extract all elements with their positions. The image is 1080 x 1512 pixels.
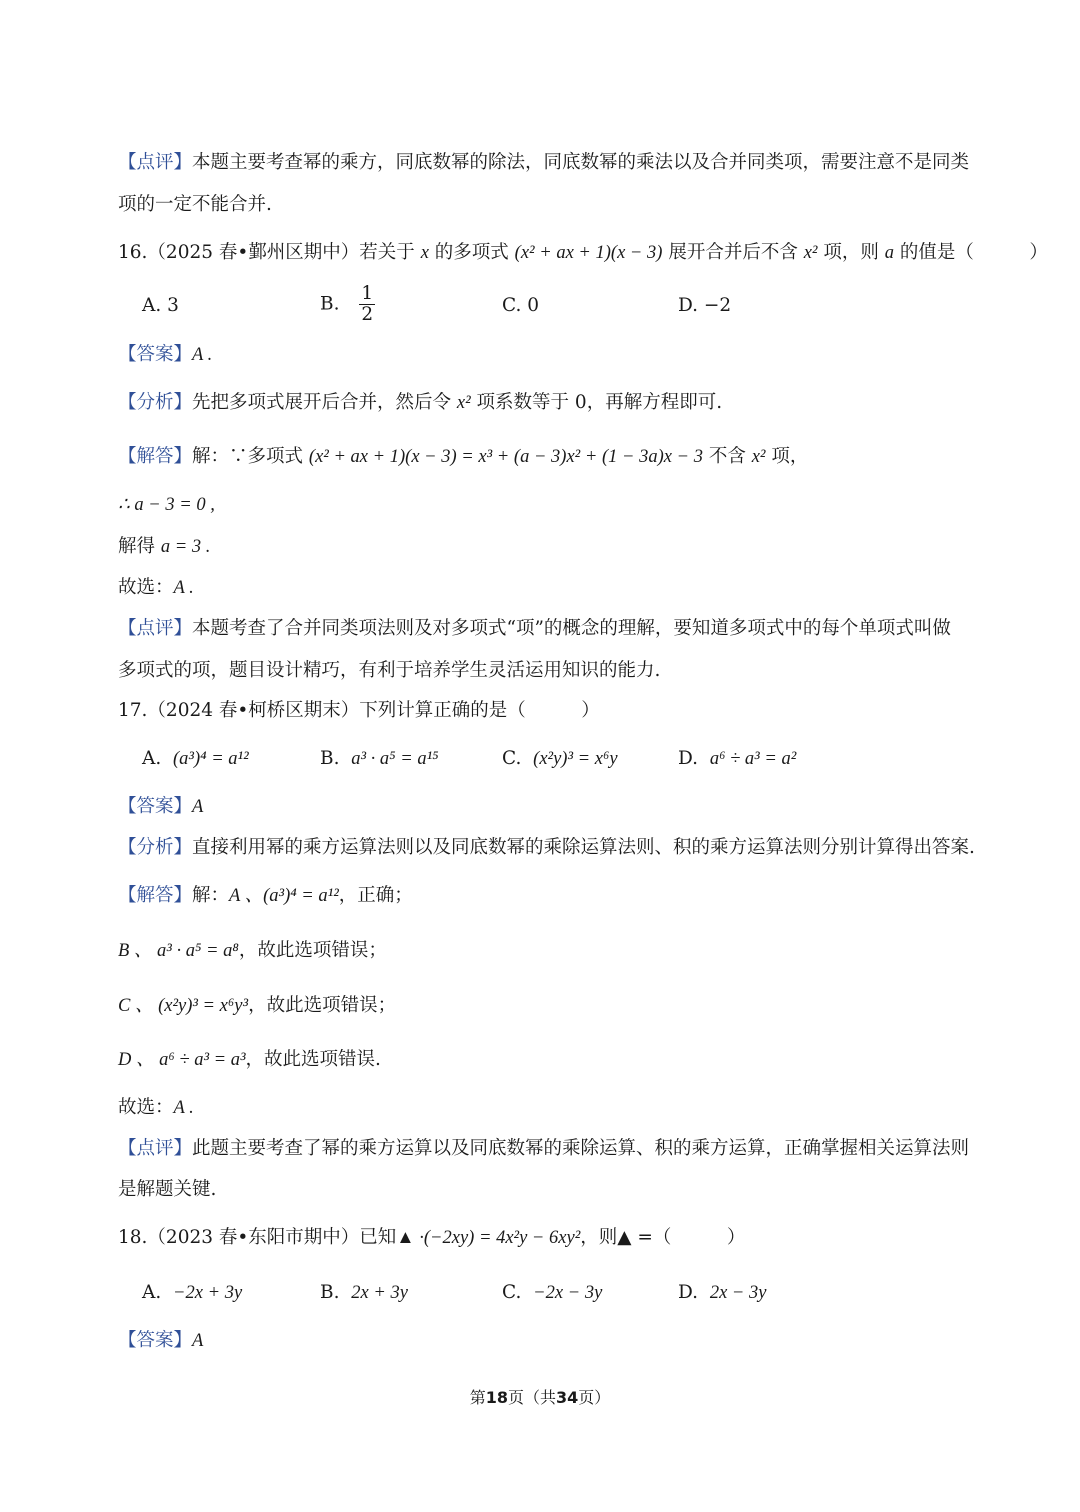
answer-value: A .	[192, 345, 213, 365]
q16-selection	[118, 575, 194, 601]
q16-stem-part: 展开合并后不含	[662, 242, 804, 263]
comment-text: 本题考查了合并同类项法则及对多项式“项”的概念的理解，要知道多项式中的每个单项式叫做	[192, 618, 951, 639]
q17-comment-2: 是解题关键.	[118, 1179, 217, 1200]
q16-analysis	[118, 390, 722, 416]
option-label: B.	[320, 1282, 340, 1303]
question-18-stem	[118, 1225, 745, 1251]
fraction-denominator: 2	[361, 304, 374, 325]
selection-text: 故选：	[118, 577, 174, 598]
q16-option-b	[320, 284, 375, 325]
step-text: 解得	[118, 536, 161, 557]
fraction-numerator: 1	[361, 283, 374, 304]
q16-option-b-label: B.	[320, 293, 340, 315]
solution-text: 项，	[765, 446, 809, 467]
solution-expression: A 、(a³)⁴ = a¹²	[229, 886, 339, 906]
analysis-text: 先把多项式展开后合并，然后令	[192, 392, 457, 413]
step-expression: a = 3 .	[160, 537, 211, 557]
option-label: C.	[502, 748, 522, 769]
solution-expression: (x² + ax + 1)(x − 3) = x³ + (a − 3)x² + (1 − 3a)x − 3	[308, 447, 703, 467]
option-label: D.	[678, 748, 699, 769]
q16-step-3	[118, 534, 210, 560]
q17-comment-1	[118, 1136, 969, 1162]
option-expression: 2x − 3y	[709, 1283, 767, 1303]
q16-comment-1	[118, 616, 951, 642]
q17-solution	[118, 883, 413, 909]
analysis-text: 直接利用幂的乘方运算法则以及同底数幂的乘除运算法则、积的乘方运算法则分别计算得出答案.	[192, 837, 975, 858]
q16-solution	[118, 444, 808, 470]
q17-analysis	[118, 835, 975, 861]
q16-option-b-fraction	[359, 284, 375, 325]
option-label: A.	[142, 748, 162, 769]
q16-stem-part: 的多项式	[428, 242, 515, 263]
q16-option-c: C. 0	[502, 295, 540, 316]
q18-expression: ▲ ·(−2xy) = 4x²y − 6xy²	[396, 1228, 581, 1248]
q16-step-2: ∴ a − 3 = 0 ,	[118, 495, 215, 515]
option-expression: a³ · a⁵ = a¹⁵	[351, 749, 439, 769]
q17-selection	[118, 1095, 194, 1121]
solution-expression: C 、 (x²y)³ = x⁶y³	[118, 996, 249, 1016]
q17-line-b	[118, 938, 387, 964]
option-label: D.	[678, 1282, 699, 1303]
q16-option-d: D. −2	[678, 295, 732, 316]
footer-text: 页）	[578, 1388, 611, 1407]
q18-option-a	[142, 1280, 242, 1306]
solution-text: ，故此选项错误.	[245, 1049, 381, 1070]
comment-text: 本题主要考查幂的乘方，同底数幂的除法，同底数幂的乘法以及合并同类项，需要注意不是同类	[192, 152, 970, 173]
solution-expression: D 、 a⁶ ÷ a³ = a³	[118, 1050, 246, 1070]
q17-option-a	[142, 746, 249, 772]
solution-tag: 【解答】	[118, 885, 193, 906]
option-label: B.	[320, 748, 340, 769]
q17-line-c	[118, 993, 396, 1019]
q16-stem-part: 16.（2025 春•鄞州区期中）若关于	[118, 242, 421, 263]
q16-answer	[118, 342, 212, 368]
q16-option-a: A. 3	[142, 295, 179, 316]
solution-text: 不含	[702, 446, 752, 467]
q18-answer	[118, 1328, 203, 1354]
answer-value: A	[192, 1331, 204, 1351]
solution-x-squared: x²	[751, 447, 766, 467]
option-expression: −2x + 3y	[173, 1283, 243, 1303]
q17-option-b	[320, 746, 439, 772]
solution-text: ，故此选项错误；	[238, 940, 387, 961]
answer-value: A	[192, 797, 204, 817]
q17-option-c	[502, 746, 618, 772]
option-expression: 2x + 3y	[351, 1283, 408, 1303]
q18-stem-part: 18.（2023 春•东阳市期中）已知	[118, 1227, 397, 1248]
footer-text: 第	[469, 1388, 486, 1407]
comment-tag: 【点评】	[118, 152, 193, 173]
comment-text: 此题主要考查了幂的乘方运算以及同底数幂的乘除运算、积的乘方运算，正确掌握相关运算法则	[192, 1138, 970, 1159]
page-footer	[0, 1385, 1080, 1408]
q18-option-c	[502, 1280, 602, 1306]
answer-tag: 【答案】	[118, 796, 193, 817]
q18-option-d	[678, 1280, 766, 1306]
q16-var-a: a	[884, 243, 894, 263]
answer-tag: 【答案】	[118, 344, 193, 365]
total-page-count: 34	[556, 1388, 579, 1407]
q16-stem-part: 项，则	[817, 242, 885, 263]
selection-value: A .	[173, 1098, 194, 1118]
solution-text: 解：	[192, 885, 230, 906]
answer-tag: 【答案】	[118, 1330, 193, 1351]
analysis-text: 项系数等于 0，再解方程即可.	[470, 392, 723, 413]
q16-comment-2: 多项式的项，题目设计精巧，有利于培养学生灵活运用知识的能力.	[118, 660, 661, 681]
comment-tag: 【点评】	[118, 618, 193, 639]
option-expression: (x²y)³ = x⁶y	[533, 749, 618, 769]
q16-var-x: x	[420, 243, 429, 263]
solution-expression: B 、 a³ · a⁵ = a⁸	[118, 941, 239, 961]
selection-text: 故选：	[118, 1097, 174, 1118]
footer-text: 页（共	[507, 1388, 556, 1407]
option-label: C.	[502, 1282, 522, 1303]
solution-tag: 【解答】	[118, 446, 193, 467]
q16-stem-part: 的值是（ ）	[894, 242, 1048, 263]
option-expression: a⁶ ÷ a³ = a²	[709, 749, 797, 769]
analysis-x-squared: x²	[456, 393, 471, 413]
q18-stem-part: ，则▲ =（ ）	[580, 1227, 746, 1248]
q16-expression: (x² + ax + 1)(x − 3)	[514, 243, 663, 263]
option-label: A.	[142, 1282, 162, 1303]
q18-option-b	[320, 1280, 408, 1306]
q17-answer	[118, 794, 203, 820]
option-expression: −2x − 3y	[533, 1283, 603, 1303]
selection-value: A .	[173, 578, 194, 598]
solution-text: 解：∵多项式	[192, 446, 309, 467]
analysis-tag: 【分析】	[118, 837, 193, 858]
question-16-stem	[118, 240, 1048, 266]
question-17-stem: 17.（2024 春•柯桥区期末）下列计算正确的是（ ）	[118, 700, 600, 721]
current-page-number: 18	[485, 1388, 508, 1407]
q17-line-d	[118, 1047, 381, 1073]
comment-line-1	[118, 150, 969, 176]
option-expression: (a³)⁴ = a¹²	[173, 749, 249, 769]
q17-option-d	[678, 746, 796, 772]
comment-tag: 【点评】	[118, 1138, 193, 1159]
analysis-tag: 【分析】	[118, 392, 193, 413]
solution-text: ，故此选项错误；	[248, 995, 397, 1016]
q16-x-squared: x²	[803, 243, 818, 263]
solution-text: ，正确；	[338, 885, 413, 906]
comment-line-2: 项的一定不能合并.	[118, 194, 272, 215]
